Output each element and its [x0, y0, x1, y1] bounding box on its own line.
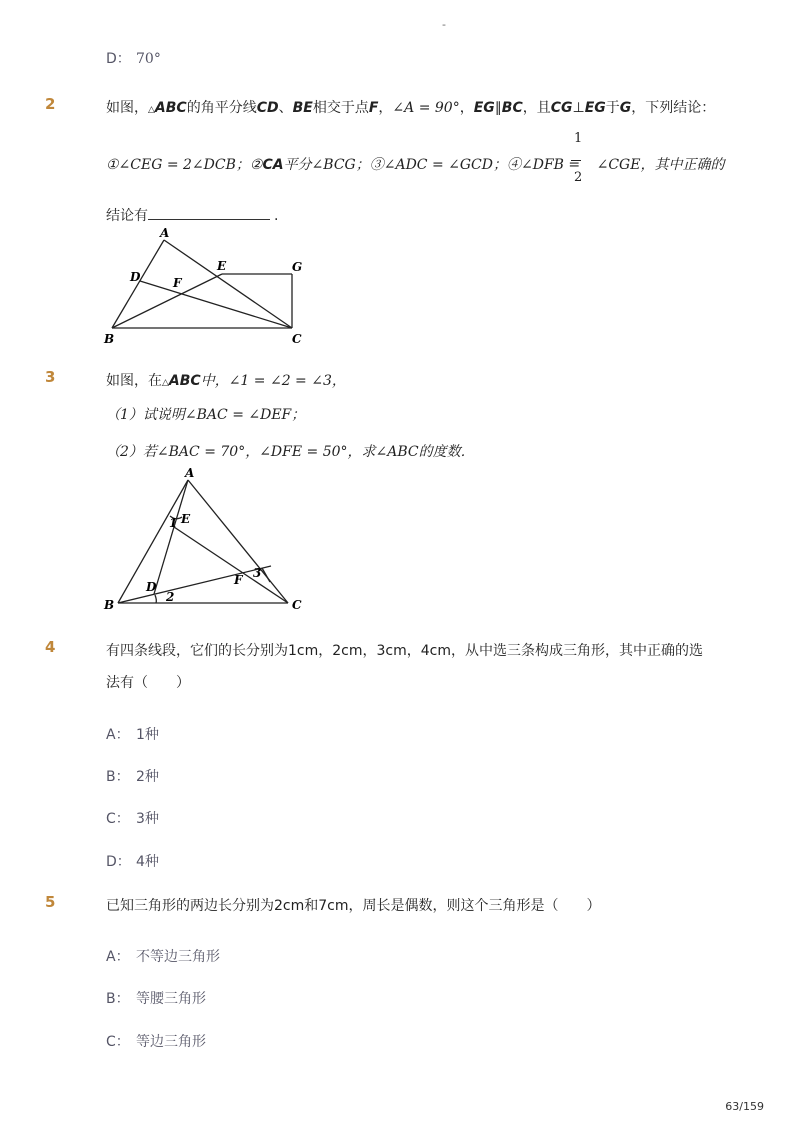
math-cg: CG — [550, 100, 573, 116]
q5-option-b[interactable] — [106, 988, 206, 1008]
text: 如图，在 — [106, 373, 162, 389]
question-number-5: 5 — [45, 893, 56, 911]
angle-3-label: 3 — [253, 566, 262, 580]
math-abc: ABC — [154, 100, 187, 116]
text: ， — [378, 100, 393, 116]
point-c-label: C — [292, 332, 302, 346]
parallel-symbol: ∥ — [494, 100, 502, 116]
option-value: 1种 — [136, 727, 159, 743]
text: 于 — [605, 100, 620, 116]
point-a-label: A — [160, 226, 170, 240]
text: 的角平分线 — [186, 100, 257, 116]
point-c-label: C — [292, 598, 302, 612]
statement-2-4: 平分∠BCG；③∠ADC = ∠GCD；④∠DFB = — [283, 157, 585, 173]
text: 结论有 — [106, 208, 148, 224]
point-d-label: D — [130, 270, 141, 284]
text: 如图， — [106, 100, 148, 116]
q4-option-c[interactable] — [106, 808, 159, 828]
point-e-label: E — [181, 512, 191, 526]
q4-line-2: 法有（ ） — [106, 675, 190, 691]
question-number-4: 4 — [45, 638, 56, 656]
option-value: 不等边三角形 — [136, 949, 220, 965]
option-value: 等边三角形 — [136, 1034, 206, 1050]
question-number-2: 2 — [45, 95, 56, 113]
text: （2）若∠BAC = 70°，∠DFE = 50°，求∠ABC的度数． — [106, 444, 475, 460]
option-value: 70° — [136, 51, 161, 67]
angle-2-label: 2 — [166, 590, 175, 604]
q5-line-1: 已知三角形的两边长分别为2cm和7cm，周长是偶数，则这个三角形是（ ） — [106, 898, 601, 914]
option-label: C： — [106, 1034, 130, 1050]
option-label: D： — [106, 854, 131, 870]
angle-1-label: 1 — [169, 516, 178, 530]
text: ，下列结论： — [631, 100, 716, 116]
math-eg: EG — [473, 100, 495, 116]
math-ca: CA — [262, 157, 284, 173]
text: （1）试说明∠BAC = ∠DEF； — [106, 407, 306, 423]
q4-line-1: 有四条线段，它们的长分别为1cm，2cm，3cm，4cm，从中选三条构成三角形，其中正确的选 — [106, 643, 703, 659]
math-be: BE — [292, 100, 313, 116]
point-a-label: A — [185, 466, 195, 480]
point-f-label: F — [173, 276, 182, 290]
point-g-label: G — [292, 260, 303, 274]
point-b-label: B — [104, 332, 115, 346]
point-b-label: B — [104, 598, 115, 612]
q4-option-a[interactable] — [106, 724, 159, 744]
option-label: A： — [106, 727, 130, 743]
fraction-numerator: 1 — [574, 131, 583, 146]
point-d-label: D — [146, 580, 157, 594]
math-angle-a: ∠A = 90° — [392, 100, 460, 116]
option-label: B： — [106, 769, 130, 785]
fraction-denominator: 2 — [574, 170, 583, 185]
question-number-3: 3 — [45, 368, 56, 386]
math-bc: BC — [501, 100, 523, 116]
triangle-symbol: △ — [162, 378, 169, 388]
text: 相交于点 — [312, 100, 369, 116]
text: ，且 — [522, 100, 551, 116]
triangle-symbol: △ — [148, 105, 155, 115]
option-label: D： — [106, 51, 131, 67]
text: . — [274, 208, 279, 224]
perp-symbol: ⊥ — [572, 100, 585, 116]
q4-option-d[interactable] — [106, 851, 159, 871]
option-label: C： — [106, 811, 130, 827]
point-e-label: E — [217, 259, 227, 273]
q5-option-a[interactable] — [106, 946, 220, 966]
q4-option-b[interactable] — [106, 766, 159, 786]
math-abc: ABC — [168, 373, 201, 389]
option-label: A： — [106, 949, 130, 965]
option-value: 等腰三角形 — [136, 991, 206, 1007]
math-cd: CD — [256, 100, 279, 116]
text: 、 — [278, 100, 293, 116]
statement-tail: ∠CGE，其中正确的 — [596, 157, 725, 173]
point-f-label: F — [234, 573, 243, 587]
q5-option-c[interactable] — [106, 1031, 206, 1051]
text: 中，∠1 = ∠2 = ∠3， — [200, 373, 346, 389]
option-value: 3种 — [136, 811, 159, 827]
page-number: 63/159 — [725, 1100, 764, 1113]
option-value: 2种 — [136, 769, 159, 785]
math-f: F — [368, 100, 379, 116]
option-value: 4种 — [136, 854, 159, 870]
math-eg: EG — [584, 100, 606, 116]
math-g: G — [619, 100, 632, 116]
text: ， — [459, 100, 474, 116]
option-label: B： — [106, 991, 130, 1007]
statement-1: ①∠CEG = 2∠DCB；② — [106, 157, 263, 173]
header-mark: - — [442, 18, 446, 31]
